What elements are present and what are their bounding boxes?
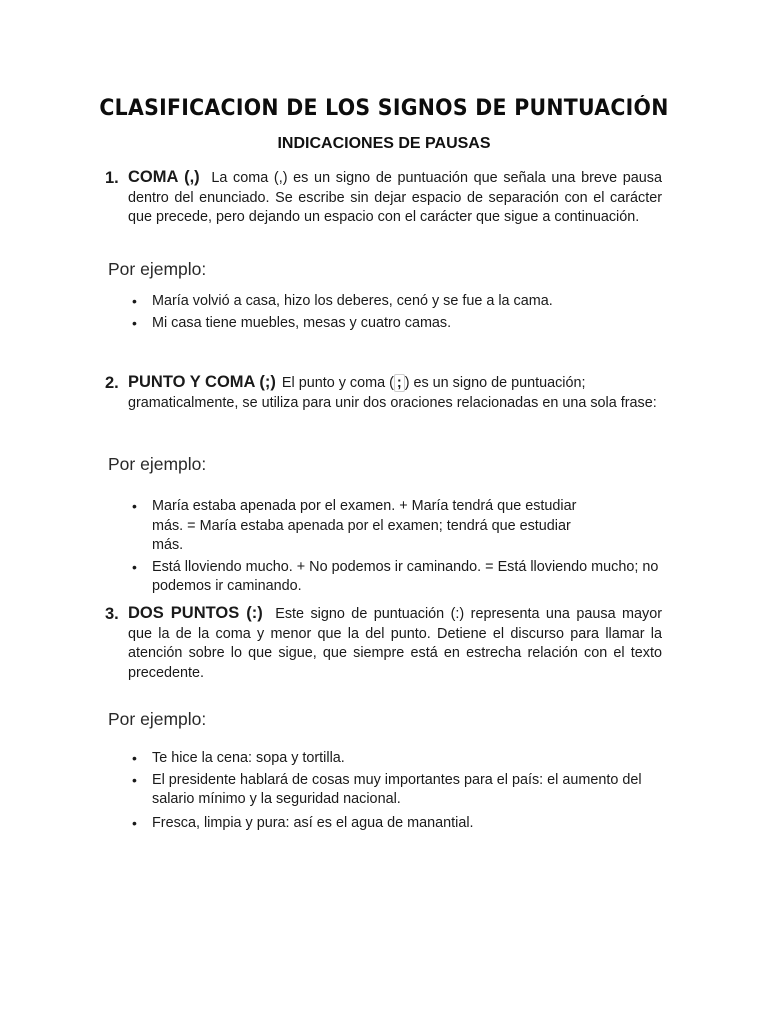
list-item: • El presidente hablará de cosas muy importantes para el país: el aumento del salario mínimo y la seguridad nacional. bbox=[132, 771, 642, 808]
bullet-icon: • bbox=[132, 814, 137, 831]
section-heading: DOS PUNTOS (:) bbox=[128, 604, 263, 622]
bullet-icon: • bbox=[132, 293, 137, 309]
example-list-coma bbox=[132, 292, 667, 335]
list-item: • Fresca, limpia y pura: así es el agua de manantial. bbox=[132, 814, 667, 834]
list-item: • Mi casa tiene muebles, mesas y cuatro camas. bbox=[132, 314, 667, 334]
section-coma bbox=[105, 168, 662, 228]
section-text-after: ) es un signo de puntuación; gramaticalmente, se utiliza para unir dos oraciones relacionadas en una sola frase: bbox=[128, 375, 657, 411]
section-punto-y-coma bbox=[105, 373, 662, 413]
example-list-punto-y-coma bbox=[132, 497, 667, 599]
list-item: • María estaba apenada por el examen. + María tendrá que estudiar más. = María estaba apenada por el examen; tendrá que estudiar más. bbox=[132, 498, 577, 554]
section-number: 1. bbox=[105, 169, 119, 187]
section-heading: COMA (,) bbox=[128, 168, 200, 186]
example-label: Por ejemplo: bbox=[108, 709, 207, 729]
section-number: 2. bbox=[105, 374, 119, 392]
section-text-before: El punto y coma ( bbox=[281, 375, 394, 391]
bullet-icon: • bbox=[132, 314, 137, 331]
section-text: La coma (,) es un signo de puntuación que señala una breve pausa dentro del enunciado. Se escribe sin dejar espacio de separación con el carácter que precede, pero dejando un espacio con el carácter que sigue a continuación. bbox=[128, 170, 662, 226]
section-text: Este signo de puntuación (:) representa una pausa mayor que la de la coma y menor que la del punto. Detiene el discurso para llamar la atención sobre lo que sigue, que siempre está en estrecha relación con el texto precedente. bbox=[128, 606, 662, 681]
list-item: • María volvió a casa, hizo los deberes, cenó y se fue a la cama. bbox=[132, 292, 667, 312]
section-number: 3. bbox=[105, 605, 119, 623]
page-title: CLASIFICACION DE LOS SIGNOS DE PUNTUACIÓN bbox=[99, 96, 669, 121]
semicolon-symbol: ; bbox=[394, 374, 405, 392]
list-item: • Está lloviendo mucho. + No podemos ir caminando. = Está lloviendo mucho; no podemos ir caminando. bbox=[132, 558, 659, 595]
example-list-dos-puntos bbox=[132, 749, 667, 835]
bullet-icon: • bbox=[132, 750, 137, 766]
bullet-icon: • bbox=[132, 498, 137, 514]
bullet-icon: • bbox=[132, 558, 137, 575]
page-subtitle: INDICACIONES DE PAUSAS bbox=[277, 135, 491, 152]
section-heading: PUNTO Y COMA (;) bbox=[128, 373, 276, 391]
list-item: • Te hice la cena: sopa y tortilla. bbox=[132, 749, 667, 769]
section-dos-puntos bbox=[105, 604, 662, 683]
example-label: Por ejemplo: bbox=[108, 259, 207, 279]
example-label: Por ejemplo: bbox=[108, 454, 207, 474]
bullet-icon: • bbox=[132, 771, 137, 788]
